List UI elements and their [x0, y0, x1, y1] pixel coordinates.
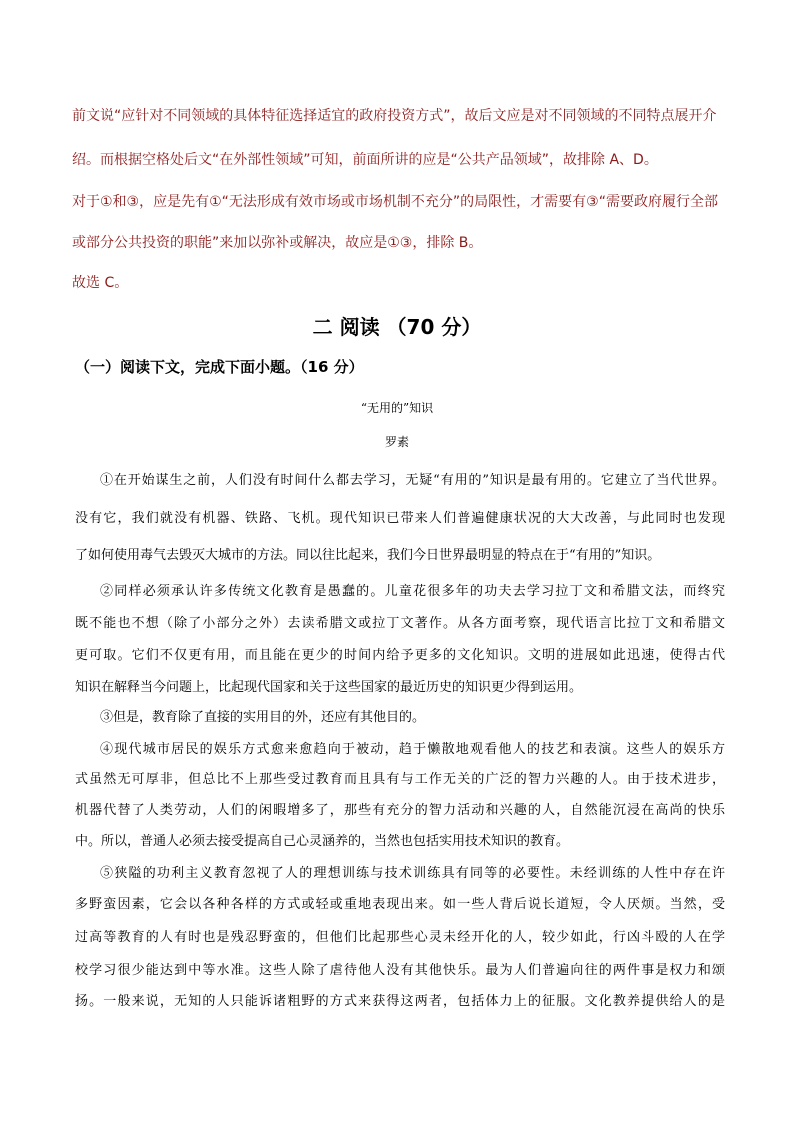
body-line: ①在开始谋生之前，人们没有时间什么都去学习，无疑“有用的”知识是最有用的。它建立了当代世界。: [100, 473, 725, 488]
body-line: 没有它，我们就没有机器、铁路、飞机。现代知识已带来人们普遍健康状况的大大改善，与此同时也发现: [75, 511, 725, 526]
body-line: 校学习很少能达到中等水准。这些人除了虐待他人没有其他快乐。最为人们普遍向往的两件事是权力和颂: [75, 963, 725, 978]
explanation-line: 故选 C。: [72, 275, 129, 291]
explanation-line: 前文说“应针对不同领域的具体特征选择适宜的政府投资方式”，故后文应是对不同领域的不同特点展开介: [72, 108, 717, 124]
body-line: ⑤狭隘的功利主义教育忽视了人的理想训练与技术训练具有同等的必要性。未经训练的人性中存在许: [100, 866, 725, 881]
body-line: 扬。一般来说，无知的人只能诉诸粗野的方式来获得这两者，包括体力上的征服。文化教养提供给人的是: [75, 994, 725, 1009]
body-line: 知识在解释当今问题上，比起现代国家和关于这些国家的最近历史的知识更少得到运用。: [75, 680, 583, 695]
section-heading: 二 阅读 （70 分）: [312, 315, 482, 339]
subsection-heading: （一）阅读下文，完成下面小题。（16 分）: [75, 358, 364, 376]
explanation-line: 绍。而根据空格处后文“在外部性领域”可知，前面所讲的应是“公共产品领域”，故排除 A、D。: [72, 152, 658, 168]
body-line: 多野蛮因素，它会以各种各样的方式或轻或重地表现出来。如一些人背后说长道短，令人厌烦。当然，受: [75, 897, 725, 912]
explanation-line: 对于①和③，应是先有①“无法形成有效市场或市场机制不充分”的局限性，才需要有③“需要政府履行全部: [72, 194, 718, 210]
body-line: 中。所以，普通人必须去接受提高自己心灵涵养的，当然也包括实用技术知识的教育。: [75, 834, 570, 849]
body-line: 更可取。它们不仅更有用，而且能在更少的时间内给予更多的文化知识。文明的进展如此迅速，使得古代: [75, 648, 725, 663]
body-line: 了如何使用毒气去毁灭大城市的方法。同以往比起来，我们今日世界最明显的特点在于“有用的”知识。: [75, 548, 661, 563]
body-line: 过高等教育的人有时也是残忍野蛮的，但他们比起那些心灵未经开化的人，较少如此，行凶斗殴的人在学: [75, 930, 725, 945]
body-line: ②同样必须承认许多传统文化教育是愚蠢的。儿童花很多年的功夫去学习拉丁文和希腊文法，而终究: [100, 584, 725, 599]
article-author: 罗素: [384, 435, 409, 449]
body-line: 式虽然无可厚非，但总比不上那些受过教育而且具有与工作无关的广泛的智力兴趣的人。由于技术进步，: [75, 772, 725, 787]
explanation-line: 或部分公共投资的职能”来加以弥补或解决，故应是①③，排除 B。: [72, 235, 483, 251]
body-line: 机器代替了人类劳动，人们的闲暇增多了，那些有充分的智力活动和兴趣的人，自然能沉浸在高尚的快乐: [75, 803, 725, 818]
body-line: ③但是，教育除了直接的实用目的外，还应有其他目的。: [100, 710, 426, 725]
body-line: ④现代城市居民的娱乐方式愈来愈趋向于被动，趋于懒散地观看他人的技艺和表演。这些人的娱乐方: [100, 742, 725, 757]
article-title: “无用的”知识: [360, 401, 434, 415]
body-line: 既不能也不想（除了小部分之外）去读希腊文或拉丁文著作。从各方面考察，现代语言比拉丁文和希腊文: [75, 616, 725, 631]
